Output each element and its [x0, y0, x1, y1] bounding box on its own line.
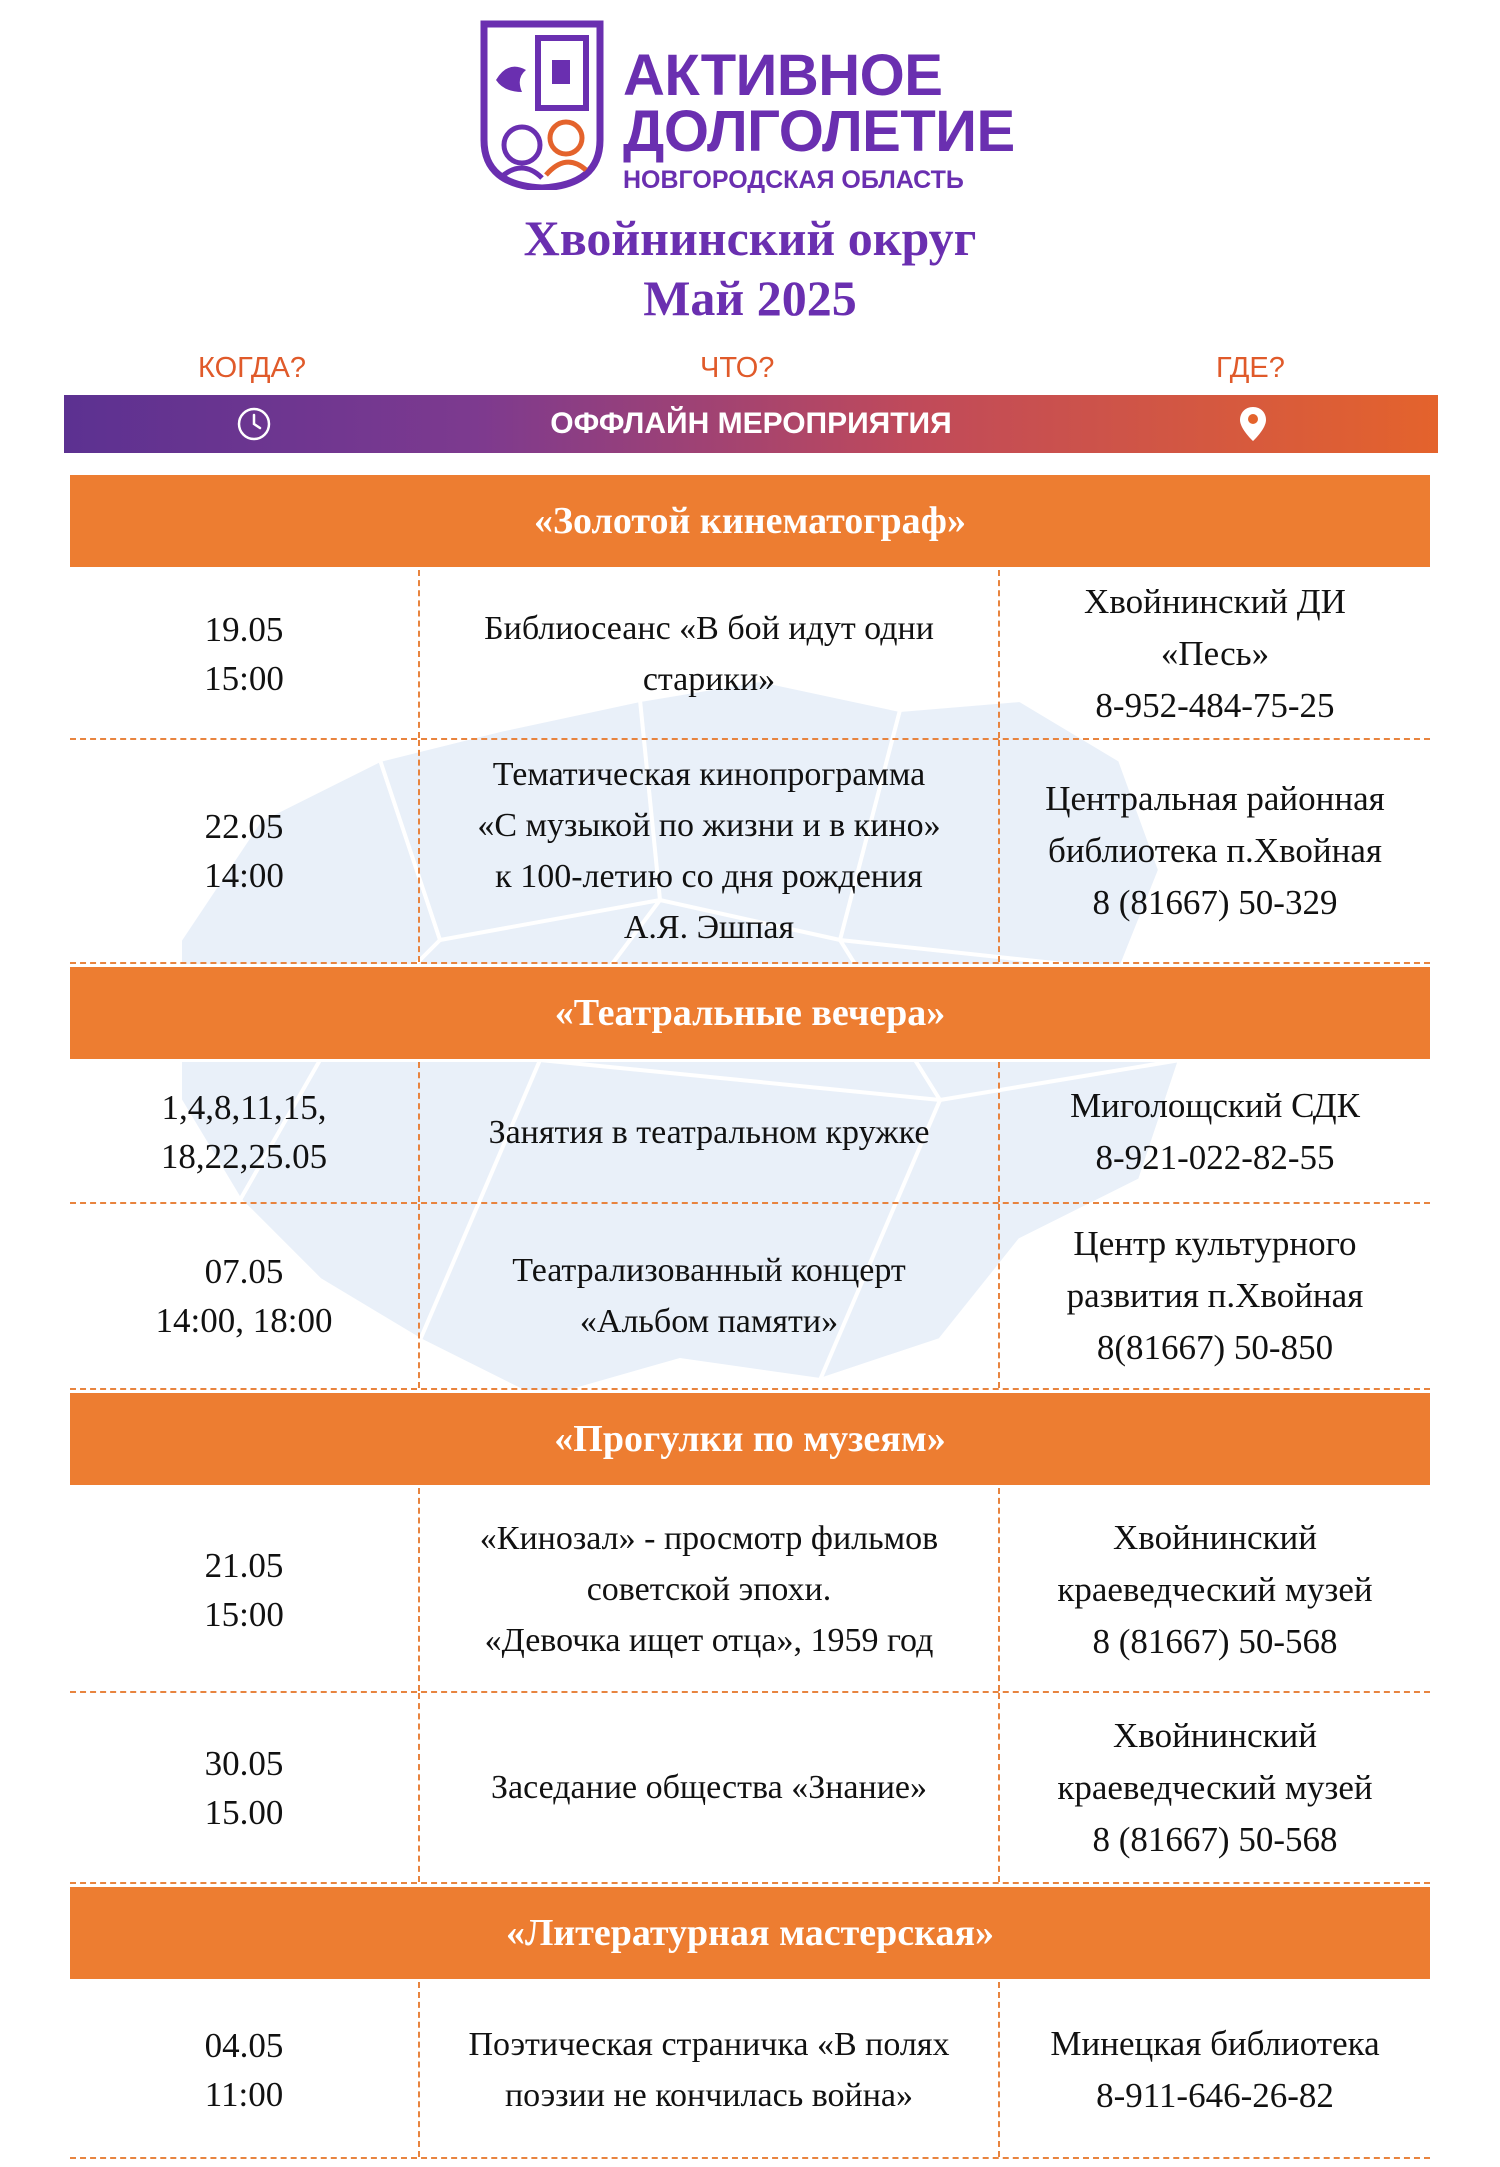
- where-text: Центр культурного развития п.Хвойная 8(81667) 50-850: [1066, 1224, 1364, 1367]
- event-where: [1000, 570, 1430, 738]
- section-heading: «Прогулки по музеям»: [70, 1390, 1430, 1488]
- what-text: Библиосеанс «В бой идут одни старики»: [484, 610, 934, 698]
- event-what: [420, 740, 1000, 962]
- question-when: КОГДА?: [198, 352, 306, 384]
- event-what: [420, 570, 1000, 738]
- what-text: Тематическая кинопрограмма «С музыкой по жизни и в кино» к 100-летию со дня рождения А.Я. Эшпая: [477, 756, 941, 946]
- event-what: [420, 1982, 1000, 2157]
- event-what: [420, 1488, 1000, 1691]
- table-row: [70, 1488, 1430, 1693]
- where-text: Миголощский СДК 8-921-022-82-55: [1070, 1086, 1360, 1177]
- section-heading: «Театральные вечера»: [70, 964, 1430, 1062]
- when-text: 1,4,8,11,15, 18,22,25.05: [160, 1088, 328, 1176]
- what-text: «Кинозал» - просмотр фильмов советской эпохи. «Девочка ищет отца», 1959 год: [479, 1520, 939, 1659]
- offline-events-band: [64, 395, 1438, 453]
- events-schedule: [70, 472, 1430, 2159]
- event-when: [70, 740, 420, 962]
- event-where: [1000, 1982, 1430, 2157]
- table-row: [70, 1062, 1430, 1204]
- when-text: 04.05 11:00: [204, 2025, 284, 2114]
- table-row: [70, 1982, 1430, 2159]
- event-where: [1000, 1693, 1430, 1882]
- event-when: [70, 1488, 420, 1691]
- what-text: Занятия в театральном кружке: [488, 1113, 930, 1151]
- what-text: Поэтическая страничка «В полях поэзии не кончилась война»: [468, 2025, 950, 2114]
- when-text: 19.05 15:00: [204, 610, 284, 698]
- event-what: [420, 1062, 1000, 1202]
- table-row: [70, 740, 1430, 964]
- logo-line-2: ДОЛГОЛЕТИЕ: [623, 99, 1015, 164]
- when-text: 22.05 14:00: [204, 807, 284, 895]
- location-pin-icon: [1238, 405, 1268, 443]
- band-label: ОФФЛАЙН МЕРОПРИЯТИЯ: [550, 407, 952, 440]
- section-heading: «Литературная мастерская»: [70, 1884, 1430, 1982]
- what-text: Театрализованный концерт «Альбом памяти»: [512, 1252, 906, 1340]
- event-when: [70, 1693, 420, 1882]
- event-what: [420, 1204, 1000, 1388]
- where-text: Центральная районная библиотека п.Хвойная 8 (81667) 50-329: [1045, 779, 1385, 922]
- event-where: [1000, 740, 1430, 962]
- where-text: Минецкая библиотека 8-911-646-26-82: [1050, 2023, 1380, 2115]
- when-text: 21.05 15:00: [204, 1545, 284, 1634]
- month-title: Май 2025: [643, 270, 857, 326]
- where-text: Хвойнинский краеведческий музей 8 (81667) 50-568: [1057, 1715, 1373, 1859]
- where-text: Хвойнинский краеведческий музей 8 (81667) 50-568: [1057, 1517, 1373, 1661]
- question-what: ЧТО?: [700, 352, 775, 384]
- column-questions: [0, 352, 1500, 388]
- table-row: [70, 1693, 1430, 1884]
- event-when: [70, 570, 420, 738]
- table-row: [70, 1204, 1430, 1390]
- event-when: [70, 1062, 420, 1202]
- page-title: [0, 208, 1500, 328]
- event-where: [1000, 1062, 1430, 1202]
- table-row: [70, 570, 1430, 740]
- logo-line-1: АКТИВНОЕ: [623, 43, 943, 108]
- logo: [478, 20, 1038, 200]
- event-where: [1000, 1204, 1430, 1388]
- when-text: 30.05 15.00: [204, 1743, 284, 1832]
- district-title: Хвойнинский округ: [523, 210, 977, 266]
- question-where: ГДЕ?: [1216, 352, 1285, 384]
- section-heading: «Золотой кинематограф»: [70, 472, 1430, 570]
- event-what: [420, 1693, 1000, 1882]
- when-text: 07.05 14:00, 18:00: [155, 1252, 333, 1340]
- logo-line-3: НОВГОРОДСКАЯ ОБЛАСТЬ: [623, 166, 964, 194]
- event-when: [70, 1204, 420, 1388]
- where-text: Хвойнинский ДИ «Песь» 8-952-484-75-25: [1084, 582, 1346, 725]
- what-text: Заседание общества «Знание»: [490, 1769, 927, 1806]
- event-where: [1000, 1488, 1430, 1691]
- event-when: [70, 1982, 420, 2157]
- logo-emblem-icon: [478, 20, 606, 190]
